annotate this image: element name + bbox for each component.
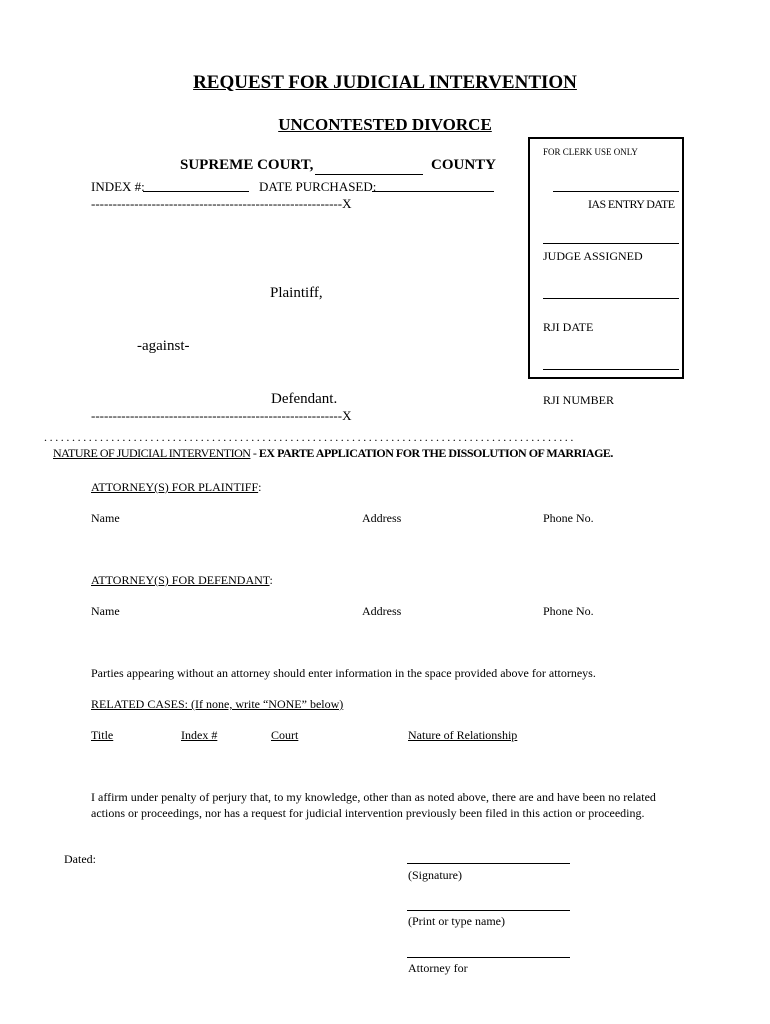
ias-entry-date-field[interactable] [553,191,679,192]
rji-number-label: RJI NUMBER [543,393,615,407]
signature-field[interactable] [407,863,570,864]
nature-value: EX PARTE APPLICATION FOR THE DISSOLUTION OF MARRIAGE. [258,446,613,460]
nature-label: NATURE OF JUDICIAL INTERVENTION [53,446,251,460]
index-label: INDEX #: [91,179,145,194]
defendant-attorneys-heading [91,573,273,588]
defendant-name-label: Name [91,604,120,618]
court-suffix: COUNTY [431,157,497,173]
plaintiff-name-label: Name [91,511,120,525]
print-name-label: (Print or type name) [408,914,505,928]
related-title-column: Title [91,728,114,742]
related-court-column: Court [271,728,299,742]
plaintiff-attorneys-heading [91,480,261,495]
judge-assigned-field[interactable] [543,243,679,244]
plaintiff-label: Plaintiff, [270,285,323,301]
attorney-for-field[interactable] [407,957,570,958]
rji-number-field[interactable] [543,369,679,370]
court-prefix: SUPREME COURT, [180,157,314,173]
parties-note: Parties appearing without an attorney should enter information in the space provided above for attorneys. [91,666,596,680]
related-cases-heading: RELATED CASES: (If none, write “NONE” below) [91,697,344,711]
defendant-phone-label: Phone No. [543,604,594,618]
affirmation-line-1: I affirm under penalty of perjury that, to my knowledge, other than as noted above, there are and have been no related [91,790,656,804]
defendant-attorneys-colon: : [269,573,273,587]
signature-label: (Signature) [408,868,462,882]
caption-separator-bottom: ----------------------------------------------------------X [91,408,352,423]
defendant-attorneys-label: ATTORNEY(S) FOR DEFENDANT [91,573,270,587]
index-number-field[interactable] [143,191,249,192]
affirmation-line-2: actions or proceedings, nor has a request for judicial intervention previously been filed in this action or proceeding. [91,806,645,820]
plaintiff-attorneys-label: ATTORNEY(S) FOR PLAINTIFF [91,480,259,494]
rji-date-field[interactable] [543,298,679,299]
caption-separator-top: ----------------------------------------------------------X [91,196,352,211]
form-title: REQUEST FOR JUDICIAL INTERVENTION [193,72,577,93]
defendant-address-label: Address [362,604,402,618]
print-name-field[interactable] [407,910,570,911]
related-nature-column: Nature of Relationship [408,728,518,742]
ias-entry-date-label: IAS ENTRY DATE [588,197,675,211]
dated-label: Dated: [64,852,96,866]
against-label: -against- [137,338,190,354]
defendant-label: Defendant. [271,391,338,407]
attorney-for-label: Attorney for [408,961,468,975]
related-index-column: Index # [181,728,218,742]
plaintiff-attorneys-colon: : [258,480,262,494]
form-subtitle: UNCONTESTED DIVORCE [278,115,492,134]
clerk-use-header: FOR CLERK USE ONLY [543,147,638,157]
dotted-divider: ............................................................................................... [44,430,576,444]
judge-assigned-label: JUDGE ASSIGNED [543,249,643,263]
nature-of-intervention [53,446,613,461]
date-purchased-label: DATE PURCHASED: [259,179,377,194]
nature-dash: - [250,446,259,460]
plaintiff-phone-label: Phone No. [543,511,594,525]
rji-date-label: RJI DATE [543,320,594,334]
date-purchased-field[interactable] [372,191,494,192]
county-name-field[interactable] [315,174,423,175]
plaintiff-address-label: Address [362,511,402,525]
